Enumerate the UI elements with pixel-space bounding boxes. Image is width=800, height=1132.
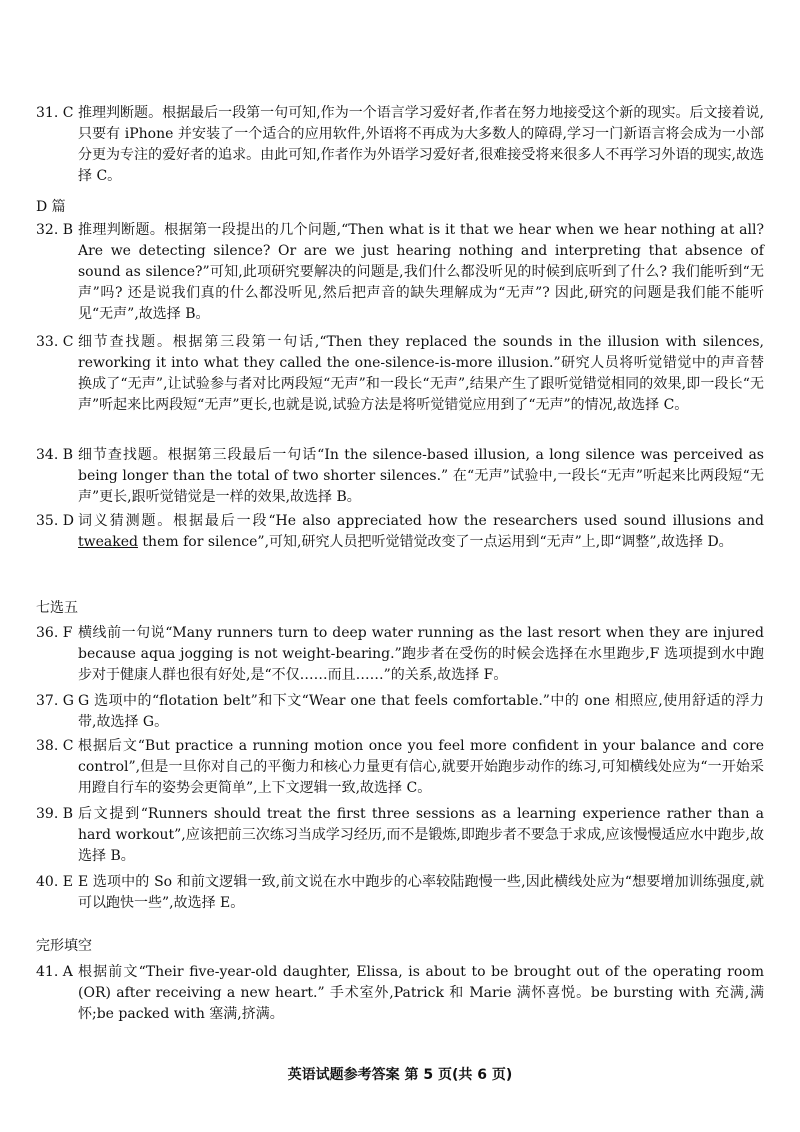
underlined-word: tweaked [78,534,138,550]
answer-item [36,332,764,416]
answer-number: 31. C [36,105,74,121]
answer-explanation: E 选项中的 So 和前文逻辑一致,前文说在水中跑步的心率较陆跑慢一些,因此横线处应为“想要增加训练强度,就可以跑快一些”,故选择 E。 [78,874,764,911]
answer-explanation: 根据后文“But practice a running motion once you feel more confident in your balance and core control”,但是一旦你对自己的平衡力和核心力量更有信心,就要开始跑步动作的练习,可知横线处应为“一开始采用蹬自行车的姿势会更简单”,上下文逻辑一致,故选择 C。 [78,738,764,796]
answer-item [36,736,764,799]
answer-item [36,220,764,325]
answer-number: 32. B [36,222,74,238]
answer-item [36,962,764,1025]
answer-explanation: 细节查找题。根据第三段第一句话,“Then they replaced the sounds in the illusion with silences, reworking it into what they called the one-silence-is-more illusion.”研究人员将听觉错觉中的声音替换成了“无声”,让试验参与者对比两段短“无声”和一段长“无声”,结果产生了跟听觉错觉相同的效果,即一段长“无声”听起来比两段短“无声”更长,也就是说,试验方法是将听觉错觉应用到了“无声”的情况,故选择 C。 [78,334,764,413]
answer-text-pre: 词义猜测题。根据最后一段“He also appreciated how the researchers used sound illusions and [78,513,764,529]
answer-number: 34. B [36,447,74,463]
answer-explanation: 横线前一句说“Many runners turn to deep water running as the last resort when they are injured because aqua jogging is not weight-bearing.”跑步者在受伤的时候会选择在水里跑步,F 选项提到水中跑步对于健康人群也很有好处,是“不仅……而且……”的关系,故选择 F。 [78,625,764,683]
answer-item [36,511,764,553]
answer-item [36,445,764,508]
answer-text-post: them for silence”,可知,研究人员把听觉错觉改变了一点运用到“无声”上,即“调整”,故选择 D。 [137,534,733,550]
answer-item [36,872,764,914]
answer-explanation: 根据前文“Their five-year-old daughter, Elissa, is about to be brought out of the operating room (OR) after receiving a new heart.” 手术室外,Patrick 和 Marie 满怀喜悦。be bursting with 充满,满怀;be packed with 塞满,挤满。 [78,964,764,1022]
answer-explanation: G 选项中的“flotation belt”和下文“Wear one that feels comfortable.”中的 one 相照应,使用舒适的浮力带,故选择 G。 [78,693,764,730]
answer-number: 41. A [36,964,73,980]
answer-item [36,691,764,733]
answer-number: 40. E [36,874,73,890]
answer-explanation [78,511,764,553]
answer-item [36,103,764,187]
answer-item [36,623,764,686]
page-footer: 英语试题参考答案 第 5 页(共 6 页) [287,1067,513,1083]
answer-number: 38. C [36,738,74,754]
answer-explanation: 细节查找题。根据第三段最后一句话“In the silence-based illusion, a long silence was perceived as being longer than the total of two shorter silences.” 在“无声”试验中,一段长“无声”听起来比两段短“无声”更长,跟听觉错觉是一样的效果,故选择 B。 [78,447,764,505]
section-heading-d: D 篇 [36,199,66,215]
answer-number: 36. F [36,625,73,641]
answer-number: 39. B [36,806,74,822]
section-heading-seven-choose-five: 七选五 [36,600,78,616]
answer-explanation: 推理判断题。根据第一段提出的几个问题,“Then what is it that we hear when we hear nothing at all? Are we detecting silence? Or are we just hearing nothing and interpreting that absence of sound as silence?”可知,此项研究要解决的问题是,我们什么都没听见的时候到底听到了什么? 我们能听到“无声”吗? 还是说我们真的什么都没听见,然后把声音的缺失理解成为“无声”? 因此,研究的问题是我们能不能听见“无声”,故选择 B。 [78,222,764,322]
answer-explanation: 推理判断题。根据最后一段第一句可知,作为一个语言学习爱好者,作者在努力地接受这个新的现实。后文接着说,只要有 iPhone 并安装了一个适合的应用软件,外语将不再成为大多数人的障碍,学习一门新语言将会成为一小部分更为专注的爱好者的追求。由此可知,作者作为外语学习爱好者,很难接受将来很多人不再学习外语的现实,故选择 C。 [78,105,764,184]
answer-explanation: 后文提到“Runners should treat the first three sessions as a learning experience rather than a hard workout”,应该把前三次练习当成学习经历,而不是锻炼,即跑步者不要急于求成,应该慢慢适应水中跑步,故选择 B。 [78,806,764,864]
section-heading-cloze: 完形填空 [36,938,92,954]
answer-number: 37. G [36,693,74,709]
answer-item [36,804,764,867]
answer-number: 35. D [36,513,74,529]
answer-number: 33. C [36,334,74,350]
